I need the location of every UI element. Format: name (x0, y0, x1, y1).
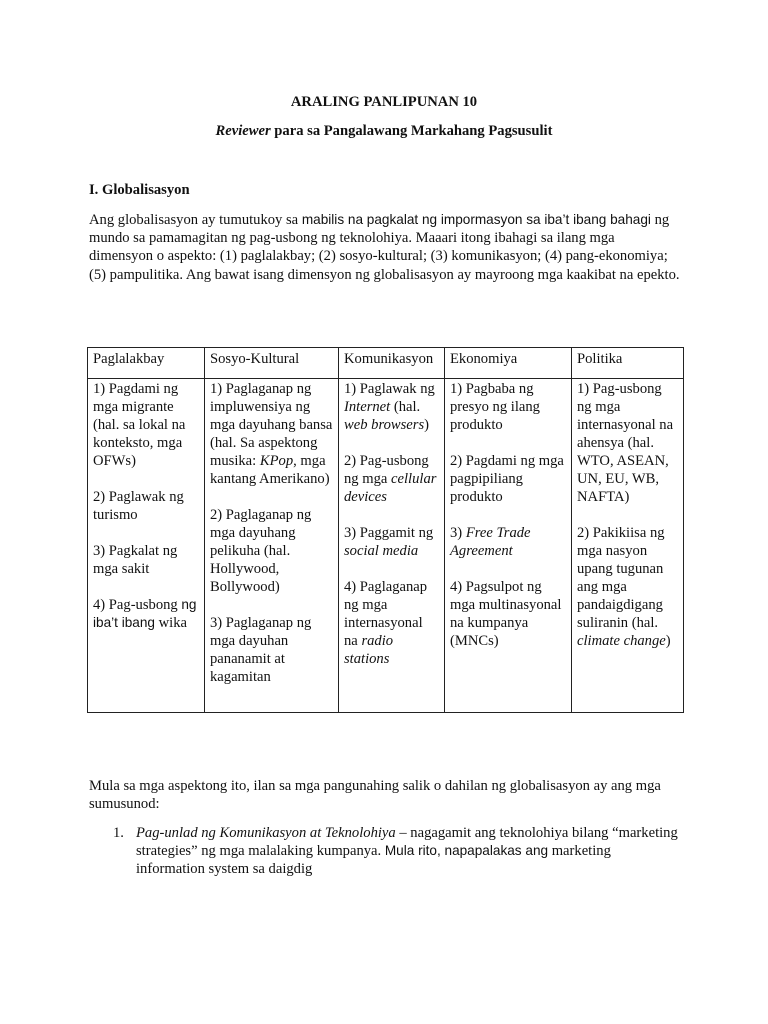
item-italic: radio stations (344, 633, 394, 667)
table-row (88, 379, 684, 713)
list-item: 1) Pagdami ng mga migrante (hal. sa lokal na konteksto, mga OFWs) (93, 381, 186, 469)
cell-sosyo-kultural (205, 379, 339, 713)
list-item (344, 578, 439, 668)
item-italic: Internet (344, 399, 391, 415)
item-italic: KPop (259, 453, 294, 469)
list-item: 2) Paglaganap ng mga dayuhang pelikuha (hal. Hollywood, Bollywood) (210, 507, 312, 595)
list-item (577, 524, 678, 650)
factor-text: nagagamit ang teknolohiya bilang “marketing strategies” ng mga malalaking kumpanya. (136, 825, 678, 860)
list-item (210, 380, 333, 488)
section-heading: I. Globalisasyon (89, 182, 190, 198)
item-text: 3) (450, 525, 466, 541)
item-text: ) (424, 417, 430, 433)
cell-paglalakbay (88, 379, 205, 713)
table-header-row (88, 348, 684, 379)
list-item (344, 452, 439, 506)
list-item: 1) Pag-usbong ng mga internasyonal na ahensya (hal. WTO, ASEAN, UN, EU, WB, NAFTA) (577, 381, 674, 505)
list-item (344, 524, 439, 560)
factor-title: Pag-unlad ng Komunikasyon at Teknolohiya (136, 825, 396, 841)
item-text: 2) Pakikiisa ng mga nasyon upang tugunan ang mga pandaigdigang suliranin (hal. (577, 525, 665, 631)
subtitle-text: para sa Pangalawang Markahang Pagsusulit (270, 123, 553, 139)
dimensions-table (87, 347, 684, 713)
factor-dash: – (395, 825, 411, 841)
document-title: ARALING PANLIPUNAN 10 (290, 94, 478, 110)
item-text: ) (665, 633, 671, 649)
item-text: 4) Paglaganap ng mga internasyonal na (344, 579, 428, 649)
item-text: wika (154, 615, 188, 631)
list-item: 2) Paglawak ng turismo (93, 489, 184, 523)
factors-list (89, 824, 681, 879)
intro-text-3: ng mundo sa pamamagitan ng pag-usbong ng teknolohiya. Maaari itong ibahagi sa ilang mga dimensyon o aspekto: (1) paglalakbay; (2) sosyo-kultural; (3) komunikasyon; (4) pang-ekonomiya; (5) pampulitika. Ang bawat isang dimensyon ng globalisasyon ay mayroong mga kaakibat na epekto. (89, 212, 680, 283)
list-item (450, 524, 566, 560)
subtitle-italic: Reviewer (215, 123, 271, 139)
header-komunikasyon: Komunikasyon (339, 348, 445, 379)
header-ekonomiya: Ekonomiya (445, 348, 572, 379)
followup-paragraph: Mula sa mga aspektong ito, ilan sa mga pangunahing salik o dahilan ng globalisasyon ay ang mga sumusunod: (89, 778, 661, 813)
list-item (344, 380, 439, 434)
list-item: 3) Pagkalat ng mga sakit (93, 543, 178, 577)
item-text: (hal. (390, 399, 421, 415)
cell-politika (572, 379, 684, 713)
list-item: 1) Pagbaba ng presyo ng ilang produkto (450, 381, 540, 433)
document-subtitle (0, 122, 768, 140)
item-italic: Free Trade Agreement (450, 525, 531, 559)
item-italic: climate change (577, 633, 666, 649)
item-text: 2) Pag-usbong ng mga (344, 453, 429, 487)
list-item (93, 596, 199, 632)
header-politika: Politika (572, 348, 684, 379)
item-text: 3) Paggamit ng (344, 525, 434, 541)
item-italic: cellular devices (344, 471, 437, 505)
item-text: , mga kantang Amerikano) (210, 453, 330, 487)
cell-komunikasyon (339, 379, 445, 713)
list-item: 3) Paglaganap ng mga dayuhan pananamit at kagamitan (210, 615, 312, 685)
list-item (89, 824, 681, 879)
factor-text: marketing information system sa daigdig (136, 843, 611, 878)
item-text: ng iba’t ibang (93, 597, 197, 630)
list-item: 2) Pagdami ng mga pagpipiliang produkto (450, 453, 564, 505)
list-number: 1. (113, 825, 124, 841)
item-text: 4) Pag-usbong (93, 597, 182, 613)
item-text: 1) Paglaganap ng impluwensiya ng mga dayuhang bansa (hal. Sa aspektong musika: (210, 381, 333, 469)
item-text: 1) Paglawak ng (344, 381, 435, 397)
list-item: 4) Pagsulpot ng mga multinasyonal na kumpanya (MNCs) (450, 579, 562, 649)
factor-text: Mula rito, napapalakas ang (384, 843, 549, 859)
item-italic: web browsers (344, 417, 425, 433)
header-paglalakbay: Paglalakbay (88, 348, 205, 379)
item-italic: social media (344, 543, 419, 559)
intro-text-2: mabilis na pagkalat ng impormasyon sa iba’t ibang bahagi (301, 212, 651, 227)
header-sosyo-kultural: Sosyo-Kultural (205, 348, 339, 379)
intro-text-1: Ang globalisasyon ay tumutukoy sa (89, 212, 302, 228)
cell-ekonomiya (445, 379, 572, 713)
intro-paragraph (89, 211, 681, 284)
